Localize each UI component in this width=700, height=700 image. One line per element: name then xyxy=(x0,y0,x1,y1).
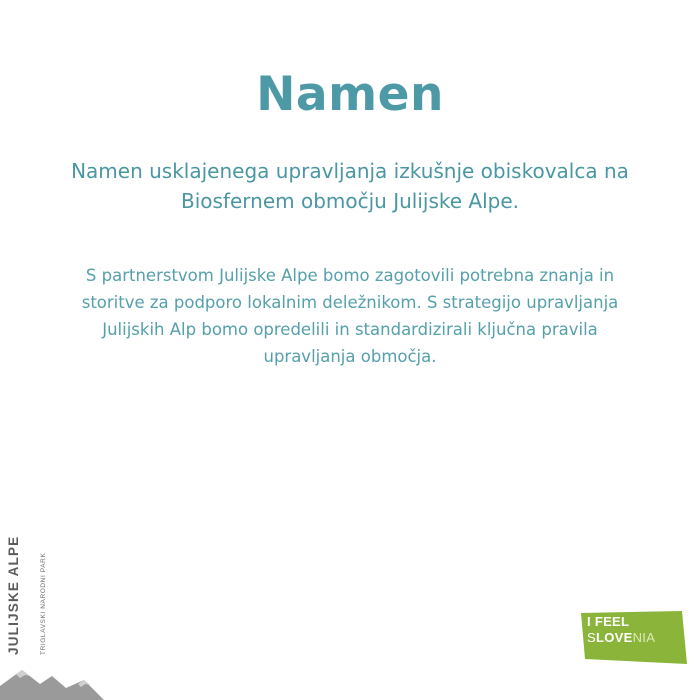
page-title: Namen xyxy=(256,67,444,122)
julijske-alpe-logo xyxy=(0,530,110,700)
body-paragraph: S partnerstvom Julijske Alpe bomo zagotovili potrebna znanja in storitve za podporo lokalnim deležnikom. S strategijo upravljanja Julijskih Alp bomo opredelili in standardizirali ključna pravila upravljanja območja. xyxy=(81,266,619,366)
slovenia-nia: NIA xyxy=(632,630,656,645)
julijske-alpe-logo-tagline: TRIGLAVSKI NARODNI PARK xyxy=(40,552,47,655)
mountains-icon xyxy=(0,660,110,700)
subtitle: Namen usklajenega upravljanja izkušnje obiskovalca na Biosfernem območju Julijske Alpe. xyxy=(71,159,629,213)
i-feel-slovenia-logo xyxy=(581,611,687,666)
julijske-alpe-logo-name: JULIJSKE ALPE xyxy=(6,535,21,655)
slovenia-love: LOVE xyxy=(595,630,633,645)
i-feel-slovenia-line1: I FEEL xyxy=(587,614,630,629)
i-feel-slovenia-line2 xyxy=(587,630,655,645)
slovenia-s: S xyxy=(587,630,596,645)
